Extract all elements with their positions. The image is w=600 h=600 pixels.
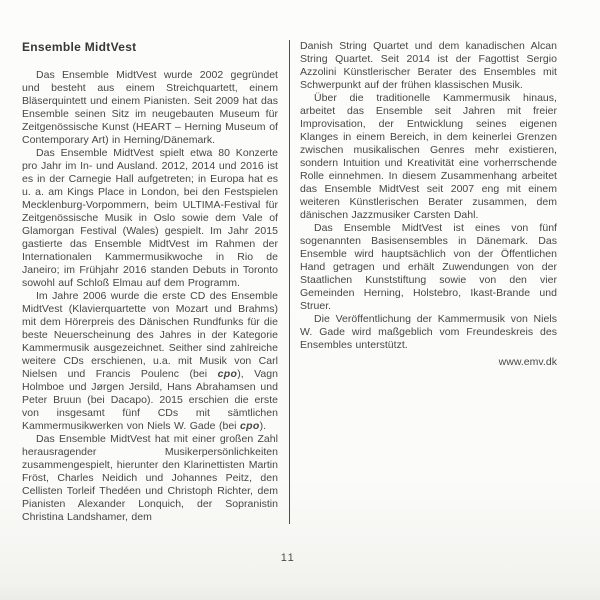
text-segment: www.emv.dk (498, 356, 557, 368)
paragraph (22, 433, 278, 524)
paragraph (22, 290, 278, 433)
text-segment: Das Ensemble MidtVest spielt etwa 80 Konzerte pro Jahr im In- und Ausland. 2012, 2014 und 2016 ist es in der Carnegie Hall aufgetreten; in Europa hat es u. a. am Kings Place in London, bei den Festspielen Mecklenburg-Vorpommern, beim ULTIMA-Festival für Zeitgenössische Musik in Oslo sowie dem Vale of Glamorgan Festival (Wales) gespielt. Im Jahr 2015 gastierte das Ensemble MidtVest im Rahmen der Internationalen Kammermusikwoche in Rio de Janeiro; im Frühjahr 2016 standen Debuts in Toronto sowohl auf Schloß Elmau auf dem Programm. (22, 147, 278, 289)
paragraph (300, 92, 557, 222)
text-segment: Die Veröffentlichung der Kammermusik von Niels W. Gade wird maßgeblich vom Freundeskreis des Ensembles unterstützt. (300, 313, 557, 351)
paragraph (300, 40, 557, 92)
left-column-text (22, 69, 278, 524)
text-segment: ). (259, 420, 267, 432)
paragraph (22, 147, 278, 290)
right-column (290, 40, 557, 524)
paragraph (300, 356, 557, 369)
text-segment: Über die traditionelle Kammermusik hinaus, arbeitet das Ensemble seit Jahren mit freier Improvisation, der Entwicklung seines eigenen Klanges in einem Bereich, in dem keinerlei Grenzen zwischen musikalischen Genres mehr existieren, sondern Intuition und Kreativität eine vorherrschende Rolle einnehmen. In diesem Zusammenhang arbeitet das Ensemble MidtVest seit 2007 eng mit einem weiteren Künstlerischen Berater zusammen, dem dänischen Jazzmusiker Carsten Dahl. (300, 92, 557, 221)
text-segment: Danish String Quartet und dem kanadischen Alcan String Quartet. Seit 2014 ist der Fagottist Sergio Azzolini Künstlerischer Berater des Ensembles mit Schwerpunkt auf der frühen klassischen Musik. (300, 40, 557, 91)
paragraph (300, 313, 557, 352)
cpo-label: cpo (217, 368, 238, 380)
text-segment: Das Ensemble MidtVest wurde 2002 gegründet und besteht aus einem Streichquartett, einem Bläserquintett und einem Pianisten. Seit 2009 hat das Ensemble seinen Sitz im neugebauten Museum für Zeitgenössische Kunst (HEART – Herning Museum of Contemporary Art) in Herning/Dänemark. (22, 69, 278, 146)
text-segment: Das Ensemble MidtVest ist eines von fünf sogenannten Basisensembles in Dänemark. Das Ensemble wird hauptsächlich von der Öffentlichen Hand getragen und erhält Zuwendungen von der Staatlichen Kunststiftung sowie von den vier Gemeinden Herning, Holstebro, Ikast-Brande und Struer. (300, 222, 557, 312)
left-column (22, 40, 289, 524)
text-segment: Im Jahre 2006 wurde die erste CD des Ensemble MidtVest (Klavierquartette von Mozart und Brahms) mit dem Hörerpreis des Dänischen Rundfunks für die beste Neuerscheinung des Jahres in der Kategorie Kammermusik ausgezeichnet. Seither sind zahlreiche weitere CDs erschienen, u.a. mit Musik von Carl Nielsen und Francis Poulenc (bei (22, 290, 278, 380)
paragraph (22, 69, 278, 147)
page-title: Ensemble MidtVest (22, 40, 137, 54)
text-segment: Das Ensemble MidtVest hat mit einer großen Zahl herausragender Musikerpersönlichkeiten zusammengespielt, hierunter den Klarinettisten Martin Fröst, Charles Neidich und Johannes Peitz, den Cellisten Torleif Thedéen und Christoph Richter, dem Pianisten Alexander Lonquich, der Sopranistin Christina Landshamer, dem (22, 433, 278, 523)
page-number: 11 (280, 552, 296, 564)
paragraph (300, 222, 557, 313)
right-column-text (300, 40, 557, 369)
cpo-label: cpo (239, 420, 260, 432)
two-column-layout (22, 40, 578, 524)
text-segment: ), Vagn Holmboe und Jørgen Jersild, Hans Abrahamsen und Peter Bruun (bei Dacapo). 2015 erschien die erste von insgesamt fünf CDs mit sämtlichen Kammermusikwerken von Niels W. Gade (bei (22, 368, 278, 432)
